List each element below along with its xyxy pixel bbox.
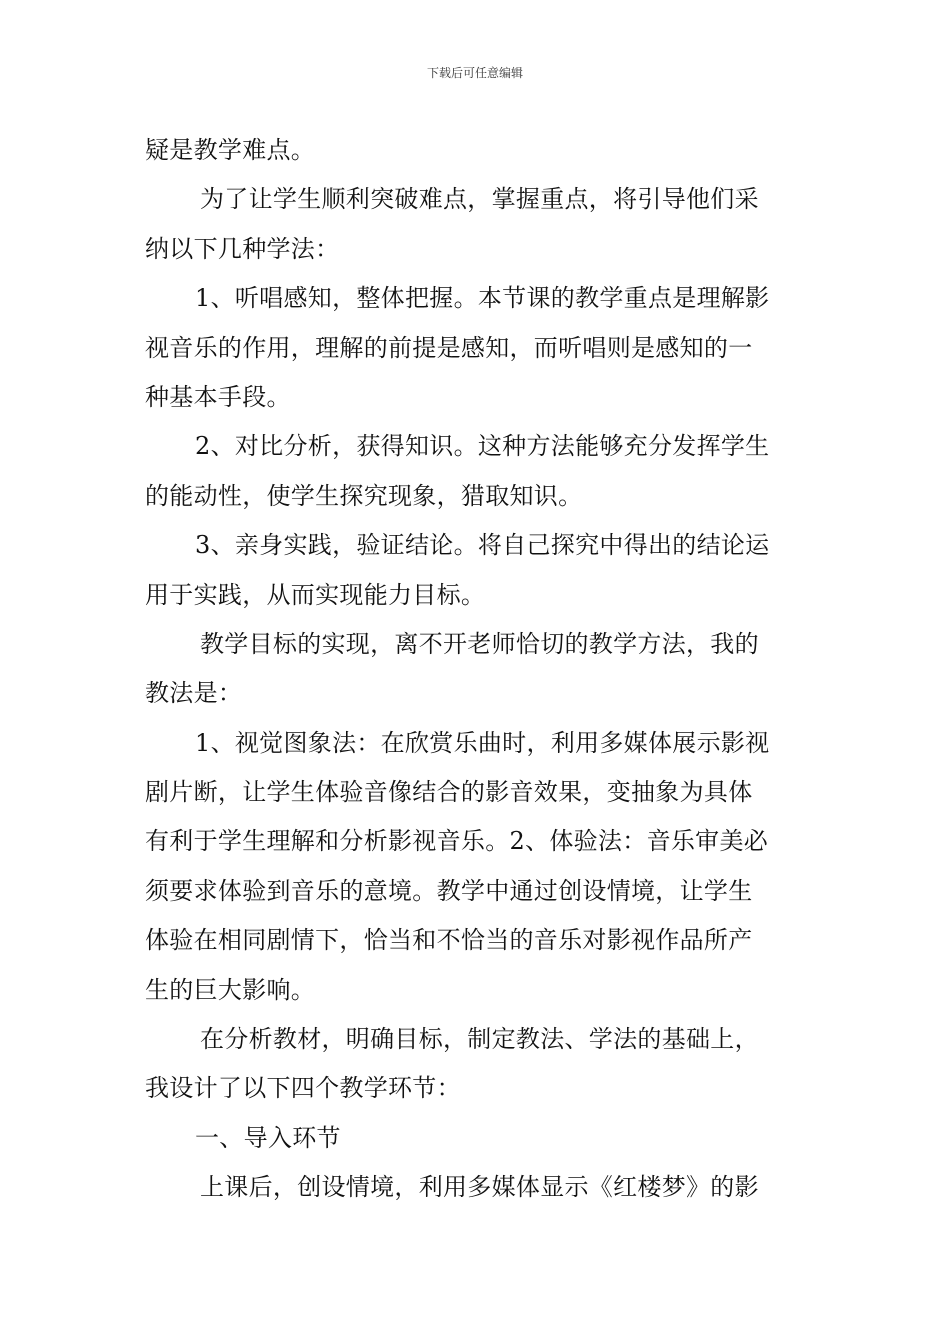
paragraph-line: 种基本手段。 <box>145 382 291 411</box>
paragraph-line: 剧片断，让学生体验音像结合的影音效果，变抽象为具体 <box>145 778 753 807</box>
paragraph-line: 我设计了以下四个教学环节： <box>145 1074 461 1103</box>
paragraph-line: 1、听唱感知，整体把握。本节课的教学重点是理解影 <box>195 284 770 313</box>
paragraph-line: 3、亲身实践，验证结论。将自己探究中得出的结论运 <box>195 531 770 560</box>
paragraph-line: 1、视觉图象法：在欣赏乐曲时，利用多媒体展示影视 <box>195 728 770 757</box>
paragraph-line: 在分析教材，明确目标，制定教法、学法的基础上， <box>200 1025 759 1054</box>
paragraph-line: 教学目标的实现，离不开老师恰切的教学方法，我的 <box>200 629 759 658</box>
paragraph-line: 教法是： <box>145 679 243 708</box>
body-text <box>145 126 809 1213</box>
page-header: 下载后可任意编辑 <box>426 66 523 80</box>
paragraph-line: 为了让学生顺利突破难点，掌握重点，将引导他们采 <box>200 185 759 214</box>
paragraph-line: 体验在相同剧情下，恰当和不恰当的音乐对影视作品所产 <box>145 926 753 955</box>
paragraph-line: 疑是教学难点。 <box>145 136 316 164</box>
paragraph-line: 上课后，创设情境，利用多媒体显示《红楼梦》的影 <box>200 1173 759 1202</box>
paragraph-line: 有利于学生理解和分析影视音乐。2、体验法：音乐审美必 <box>145 827 769 856</box>
paragraph-line: 生的巨大影响。 <box>145 975 316 1004</box>
paragraph-line: 纳以下几种学法： <box>145 234 340 263</box>
paragraph-line: 一、导入环节 <box>195 1123 341 1152</box>
paragraph-line: 2、对比分析，获得知识。这种方法能够充分发挥学生 <box>195 432 770 461</box>
paragraph-line: 须要求体验到音乐的意境。教学中通过创设情境，让学生 <box>145 876 753 905</box>
paragraph-line: 的能动性，使学生探究现象，猎取知识。 <box>145 481 583 510</box>
paragraph-line: 用于实践，从而实现能力目标。 <box>145 580 486 609</box>
paragraph-line: 视音乐的作用，理解的前提是感知，而听唱则是感知的一 <box>145 333 753 362</box>
